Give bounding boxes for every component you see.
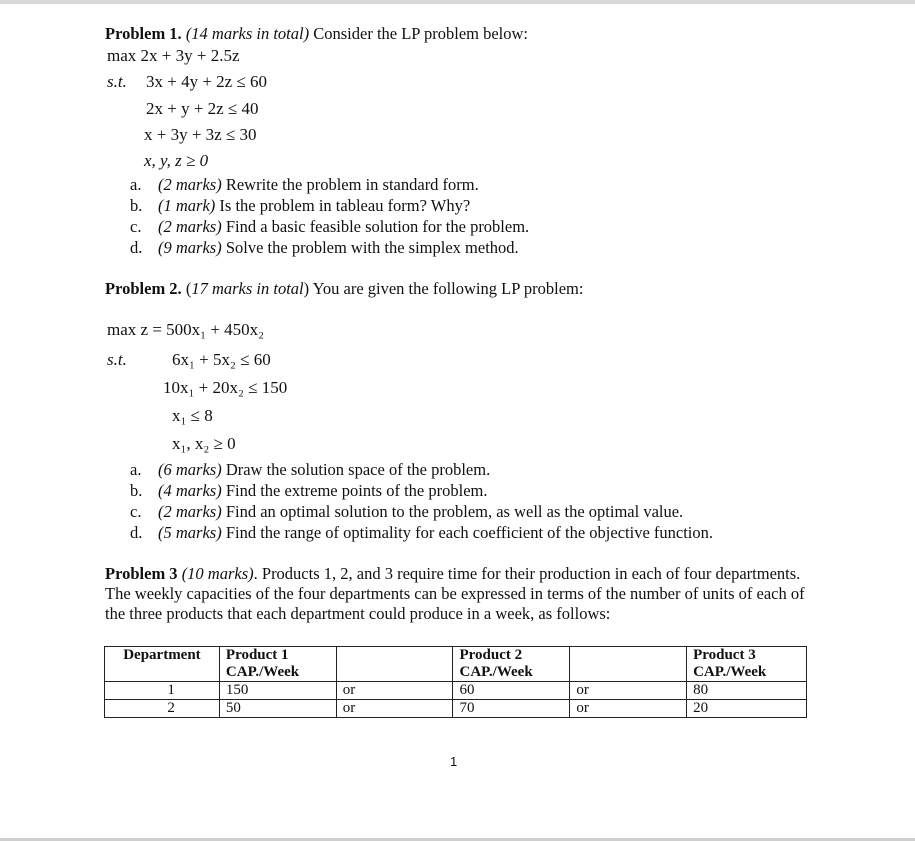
problem-3-paragraph <box>105 564 805 624</box>
table-header-row <box>105 664 807 682</box>
table-header-cell <box>570 664 687 682</box>
table-header-cell <box>336 647 453 665</box>
table-cell: 1 <box>105 682 220 700</box>
table-header-cell <box>570 647 687 665</box>
capacity-table <box>104 646 807 718</box>
table-cell: 80 <box>687 682 807 700</box>
problem-1-title: Problem 1. <box>105 24 182 43</box>
problem-1-objective: max 2x + 3y + 2.5z <box>107 46 240 65</box>
table-cell: or <box>570 700 687 718</box>
problem-2-part-b: b. (4 marks) Find the extreme points of the problem. <box>130 481 488 500</box>
table-cell: or <box>336 700 453 718</box>
table-cell: 20 <box>687 700 807 718</box>
table-cell: 60 <box>453 682 570 700</box>
problem-2-marks: 17 marks in total <box>191 279 304 298</box>
table-cell: or <box>570 682 687 700</box>
table-cell: 70 <box>453 700 570 718</box>
table-cell: 50 <box>219 700 336 718</box>
table-header-cell <box>336 664 453 682</box>
problem-1-constraint-3: x + 3y + 3z ≤ 30 <box>144 125 257 144</box>
problem-1-constraint-2: 2x + y + 2z ≤ 40 <box>146 99 259 118</box>
problem-2-part-d: d. (5 marks) Find the range of optimality for each coefficient of the objective function. <box>130 523 714 542</box>
problem-3-text: . Products 1, 2, and 3 require time for their production in each of four departments. The weekly capacities of the four departments can be expressed in terms of the number of units of each of the three products that each department could produce in a week, as follows: <box>105 564 805 623</box>
problem-1-st: s.t. <box>107 72 127 91</box>
table-header-cell: Department <box>105 647 220 665</box>
problem-2-st: s.t. <box>107 350 127 369</box>
table-header-row <box>105 647 807 665</box>
table-header-cell: Product 2 <box>453 647 570 665</box>
problem-1-part-c: c. (2 marks) Find a basic feasible solution for the problem. <box>130 217 530 236</box>
table-header-cell <box>105 664 220 682</box>
problem-3-title: Problem 3 <box>105 564 178 583</box>
table-row <box>105 700 807 718</box>
table-header-cell: CAP./Week <box>687 664 807 682</box>
problem-2-constraint-1: 6x₁ + 5x₂ ≤ 60 <box>172 350 271 369</box>
problem-2-constraint-3: x₁ ≤ 8 <box>172 406 213 425</box>
problem-2-part-a: a. (6 marks) Draw the solution space of the problem. <box>130 460 491 479</box>
problem-2-part-c: c. (2 marks) Find an optimal solution to the problem, as well as the optimal value. <box>130 502 684 521</box>
table-header-cell: Product 3 <box>687 647 807 665</box>
page-number: 1 <box>450 754 458 769</box>
table-header-cell: CAP./Week <box>219 664 336 682</box>
table-cell: 2 <box>105 700 220 718</box>
problem-1-heading <box>105 24 528 44</box>
table-row <box>105 682 807 700</box>
problem-2-intro: You are given the following LP problem: <box>309 279 584 298</box>
table-cell: 150 <box>219 682 336 700</box>
problem-1-constraint-1: 3x + 4y + 2z ≤ 60 <box>146 72 268 91</box>
problem-2-objective: max z = 500x₁ + 450x₂ <box>107 320 265 339</box>
table-header-cell: CAP./Week <box>453 664 570 682</box>
table-cell: or <box>336 682 453 700</box>
problem-1-part-b: b. (1 mark) Is the problem in tableau form? Why? <box>130 196 471 215</box>
problem-3-marks: (10 marks) <box>177 564 254 583</box>
problem-2-constraint-4: x₁, x₂ ≥ 0 <box>172 434 236 453</box>
problem-1-intro: Consider the LP problem below: <box>309 24 529 43</box>
problem-2-title: Problem 2. <box>105 279 182 298</box>
table-header-cell: Product 1 <box>219 647 336 665</box>
problem-1-constraint-4: x, y, z ≥ 0 <box>144 151 209 170</box>
problem-2-heading: Problem 2. (17 marks in total) You are given the following LP problem: <box>105 279 584 298</box>
problem-1-part-d: d. (9 marks) Solve the problem with the simplex method. <box>130 238 519 257</box>
problem-1-part-a: a. (2 marks) Rewrite the problem in standard form. <box>130 175 479 194</box>
problem-1-marks: (14 marks in total) <box>185 24 310 43</box>
problem-2-constraint-2: 10x₁ + 20x₂ ≤ 150 <box>163 378 288 397</box>
